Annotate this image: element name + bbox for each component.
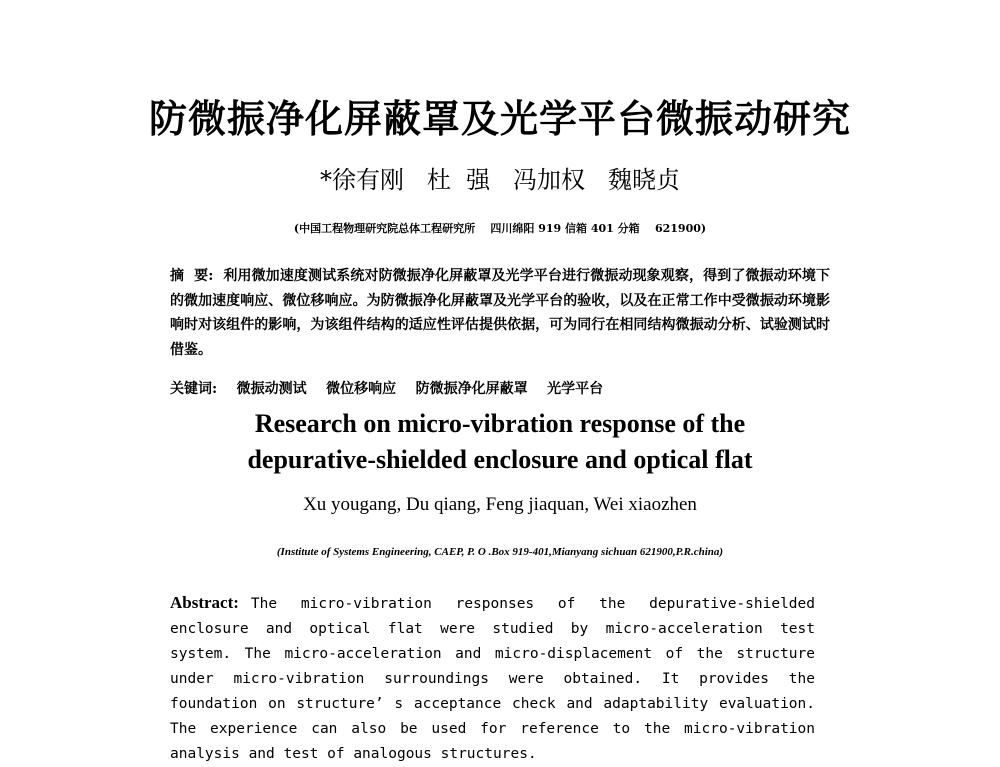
english-affiliation: (Institute of Systems Engineering, CAEP, P. O .Box 919-401,Mianyang sichuan 621900,P.R.china) — [276, 546, 724, 558]
english-abstract — [170, 590, 815, 767]
english-title-line-1: Research on micro-vibration response of the — [254, 409, 746, 438]
chinese-title: 防微振净化屏蔽罩及光学平台微振动研究 — [148, 96, 851, 141]
english-title-line-2: depurative-shielded enclosure and optical flat — [247, 445, 753, 474]
chinese-keywords-text: 微振动测试 微位移响应 防微振净化屏蔽罩 光学平台 — [217, 381, 604, 397]
chinese-authors: *徐有刚 杜 强 冯加权 魏晓贞 — [320, 166, 680, 194]
english-abstract-label: Abstract: — [170, 593, 239, 612]
chinese-keywords — [170, 378, 830, 398]
chinese-abstract — [170, 264, 830, 362]
english-abstract-text: The micro-vibration responses of the depurative-shielded enclosure and optical flat were studied by micro-acceleration test system. The micro-acceleration and micro-displacement of the structure under micro-vibration surroundings were obtained. It provides the foundation on structure’ s acceptance check and adaptability evaluation. The experience can also be used for reference to the micro-vibration analysis and test of analogous structures. — [170, 596, 815, 762]
chinese-keywords-label: 关键词: — [170, 381, 218, 397]
chinese-abstract-label: 摘 要: — [170, 268, 224, 284]
chinese-abstract-text: 利用微加速度测试系统对防微振净化屏蔽罩及光学平台进行微振动现象观察，得到了微振动环境下的微加速度响应、微位移响应。为防微振净化屏蔽罩及光学平台的验收，以及在正常工作中受微振动环境影响时对该组件的影响，为该组件结构的适应性评估提供依据，可为同行在相同结构微振动分析、试验测试时借鉴。 — [170, 268, 831, 358]
english-authors: Xu yougang, Du qiang, Feng jiaquan, Wei xiaozhen — [303, 494, 697, 515]
chinese-affiliation: (中国工程物理研究院总体工程研究所 四川绵阳 919 信箱 401 分箱 621900) — [293, 222, 707, 235]
english-title — [0, 406, 1000, 478]
